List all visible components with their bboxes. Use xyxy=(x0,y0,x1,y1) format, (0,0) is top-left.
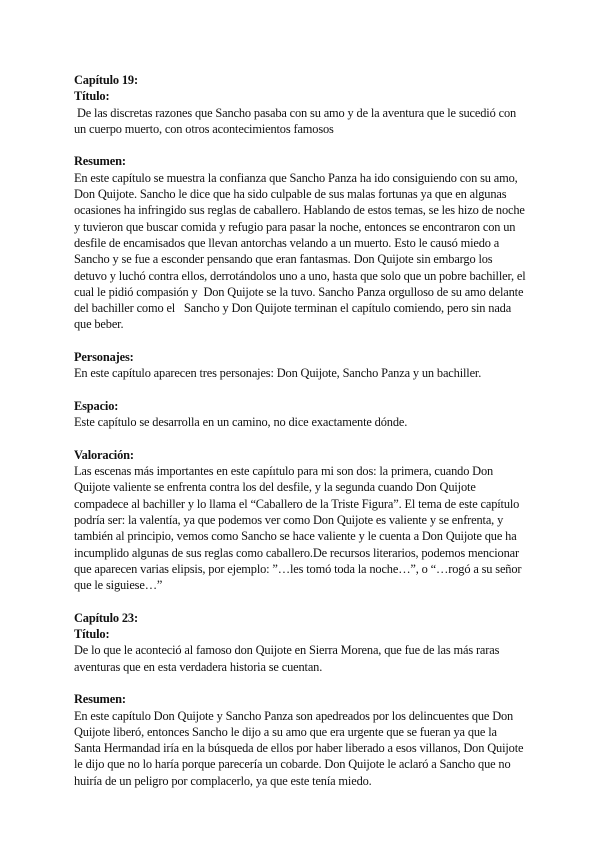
summary-line: Sancho y se fue a esconder pensando que eran fantasmas. Don Quijote sin embargo los xyxy=(74,252,493,267)
chapter-23-heading: Capítulo 23: xyxy=(74,610,138,625)
summary-line: detuvo y luchó contra ellos, derrotándolos uno a uno, hasta que solo que un pobre bachiller, el xyxy=(74,268,526,283)
summary-line: En este capítulo se muestra la confianza que Sancho Panza ha ido consiguiendo con su amo, xyxy=(74,170,518,185)
assessment-line: compadece al bachiller y lo llama el “Caballero de la Triste Figura”. El tema de este capítulo xyxy=(74,496,520,511)
assessment-line: Quijote valiente se enfrenta contra los del desfile, y la segunda cuando Don Quijote xyxy=(74,480,476,495)
chapter-19-heading: Capítulo 19: xyxy=(74,73,138,87)
title-heading: Título: xyxy=(74,89,110,104)
summary-line: del bachiller como el Sancho y Don Quijote terminan el capítulo comiendo, pero sin nada xyxy=(74,301,512,316)
assessment-line: que le siguiese…” xyxy=(74,578,163,593)
summary-line: y tuvieron que buscar comida y refugio para pasar la noche, entonces se encontraron con un xyxy=(74,219,516,234)
title-heading: Título: xyxy=(74,627,110,642)
title-line: De las discretas razones que Sancho pasaba con su amo y de la aventura que le sucedió con xyxy=(74,105,517,120)
summary-line: que beber. xyxy=(74,317,124,332)
assessment-line: podría ser: la valentía, ya que podemos ver como Don Quijote es valiente y se enfrenta, y xyxy=(74,513,504,528)
document-page xyxy=(74,72,554,789)
characters-line: En este capítulo aparecen tres personajes: Don Quijote, Sancho Panza y un bachiller. xyxy=(74,366,482,381)
assessment-line: también al principio, vemos como Sancho se hace valiente y le cuenta a Don Quijote que ha xyxy=(74,529,517,544)
title-line: aventuras que en esta verdadera historia se cuentan. xyxy=(74,659,323,674)
summary-line: le dijo que no lo haría porque parecería un cobarde. Don Quijote le aclaró a Sancho que no xyxy=(74,757,511,772)
summary-line: Don Quijote. Sancho le dice que ha sido culpable de sus malas fortunas ya que en algunas xyxy=(74,187,507,202)
summary-line: En este capítulo Don Quijote y Sancho Panza son apedreados por los delincuentes que Don xyxy=(74,708,514,723)
summary-heading: Resumen: xyxy=(74,692,126,707)
summary-line: cual le pidió compasión y Don Quijote se la tuvo. Sancho Panza orgulloso de su amo delante xyxy=(74,284,524,299)
title-line: De lo que le aconteció al famoso don Quijote en Sierra Morena, que fue de las más raras xyxy=(74,643,500,658)
summary-line: ocasiones ha infringido sus reglas de caballero. Hablando de estos temas, se les hizo de noche xyxy=(74,203,525,218)
title-line: un cuerpo muerto, con otros acontecimientos famosos xyxy=(74,121,334,136)
summary-line: Quijote liberó, entonces Sancho le dijo a su amo que era urgente que se fueran ya que la xyxy=(74,724,497,739)
setting-line: Este capítulo se desarrolla en un camino, no dice exactamente dónde. xyxy=(74,415,408,430)
setting-heading: Espacio: xyxy=(74,398,119,413)
assessment-heading: Valoración: xyxy=(74,447,134,462)
summary-line: desfile de encamisados que llevan antorchas velando a un muerto. Esto le causó miedo a xyxy=(74,235,500,250)
characters-heading: Personajes: xyxy=(74,350,134,365)
assessment-line: que aparecen varias elipsis, por ejemplo: ”…les tomó toda la noche…”, o “…rogó a su señor xyxy=(74,561,522,576)
summary-heading: Resumen: xyxy=(74,154,126,169)
summary-line: huiría de un peligro por complacerlo, ya que este tenía miedo. xyxy=(74,773,372,788)
assessment-line: Las escenas más importantes en este capíıtulo para mi son dos: la primera, cuando Don xyxy=(74,464,494,479)
assessment-line: incumplido algunas de sus reglas como caballero.De recursos literarios, podemos mencionar xyxy=(74,545,519,560)
summary-line: Santa Hermandad iría en la búsqueda de ellos por haber liberado a esos villanos, Don Quijote xyxy=(74,741,524,756)
